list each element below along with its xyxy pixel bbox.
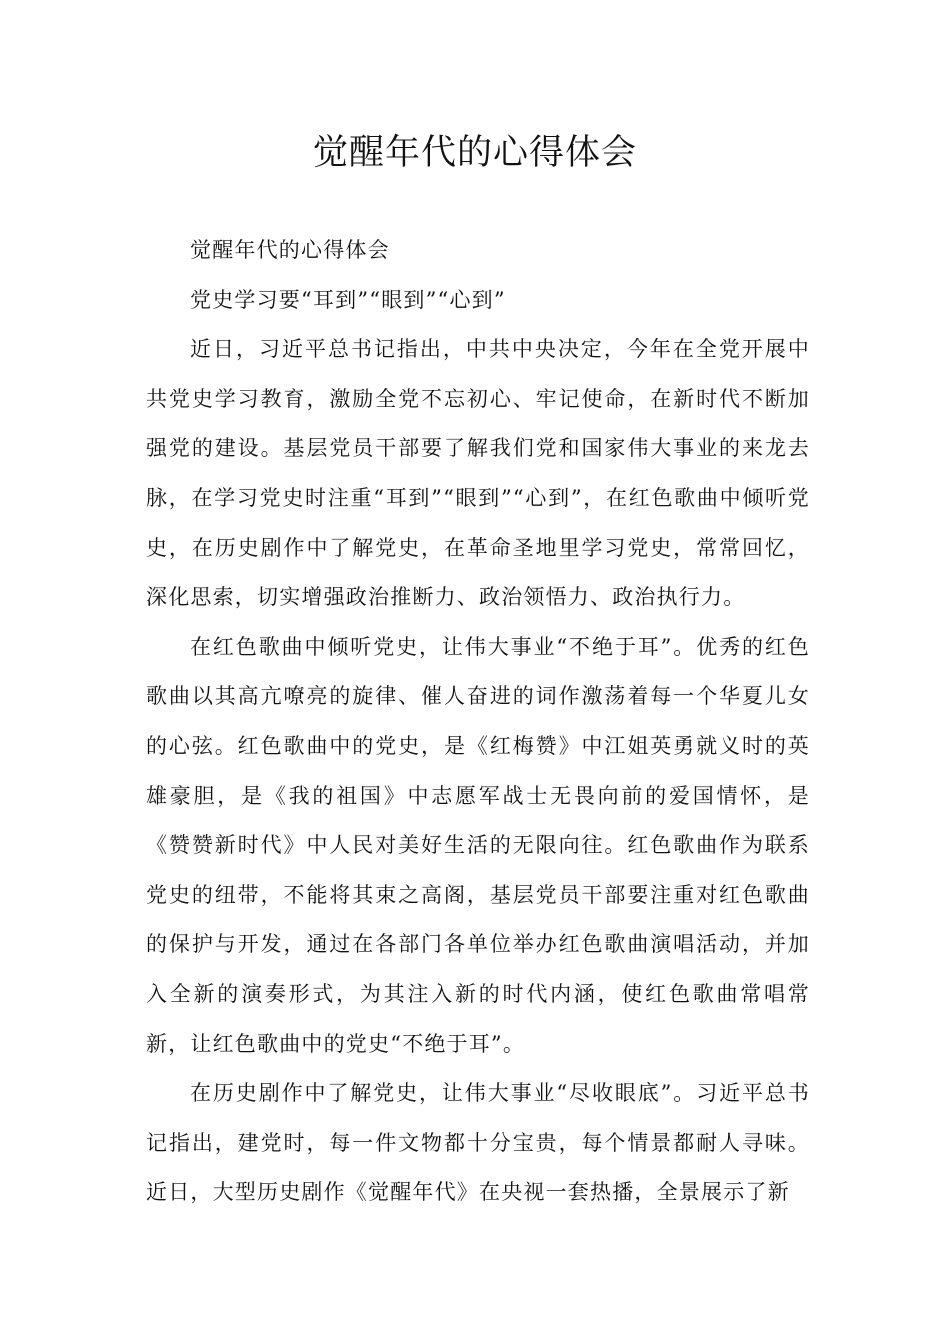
document-body: [146, 226, 810, 1218]
paragraph: 近日，习近平总书记指出，中共中央决定，今年在全党开展中共党史学习教育，激励全党不忘初心、牢记使命，在新时代不断加强党的建设。基层党员干部要了解我们党和国家伟大事业的来龙去脉，在学习党史时注重“耳到”“眼到”“心到”，在红色歌曲中倾听党史，在历史剧作中了解党史，在革命圣地里学习党史，常常回忆，深化思索，切实增强政治推断力、政治领悟力、政治执行力。: [146, 337, 810, 610]
document-title: 觉醒年代的心得体会: [312, 133, 637, 173]
paragraph: 在历史剧作中了解党史，让伟大事业“尽收眼底”。习近平总书记指出，建党时，每一件文物都十分宝贵，每个情景都耐人寻味。近日，大型历史剧作《觉醒年代》在央视一套热播，全景展示了新: [146, 1081, 810, 1205]
paragraph-subtitle: 觉醒年代的心得体会: [190, 238, 390, 262]
paragraph: 在红色歌曲中倾听党史，让伟大事业“不绝于耳”。优秀的红色歌曲以其高亢嘹亮的旋律、催人奋进的词作激荡着每一个华夏儿女的心弦。红色歌曲中的党史，是《红梅赞》中江姐英勇就义时的英雄豪胆，是《我的祖国》中志愿军战士无畏向前的爱国情怀，是《赞赞新时代》中人民对美好生活的无限向往。红色歌曲作为联系党史的纽带，不能将其束之高阁，基层党员干部要注重对红色歌曲的保护与开发，通过在各部门各单位举办红色歌曲演唱活动，并加入全新的演奏形式，为其注入新的时代内涵，使红色歌曲常唱常新，让红色歌曲中的党史“不绝于耳”。: [146, 634, 810, 1056]
paragraph-heading: 党史学习要“耳到”“眼到”“心到”: [190, 287, 506, 312]
